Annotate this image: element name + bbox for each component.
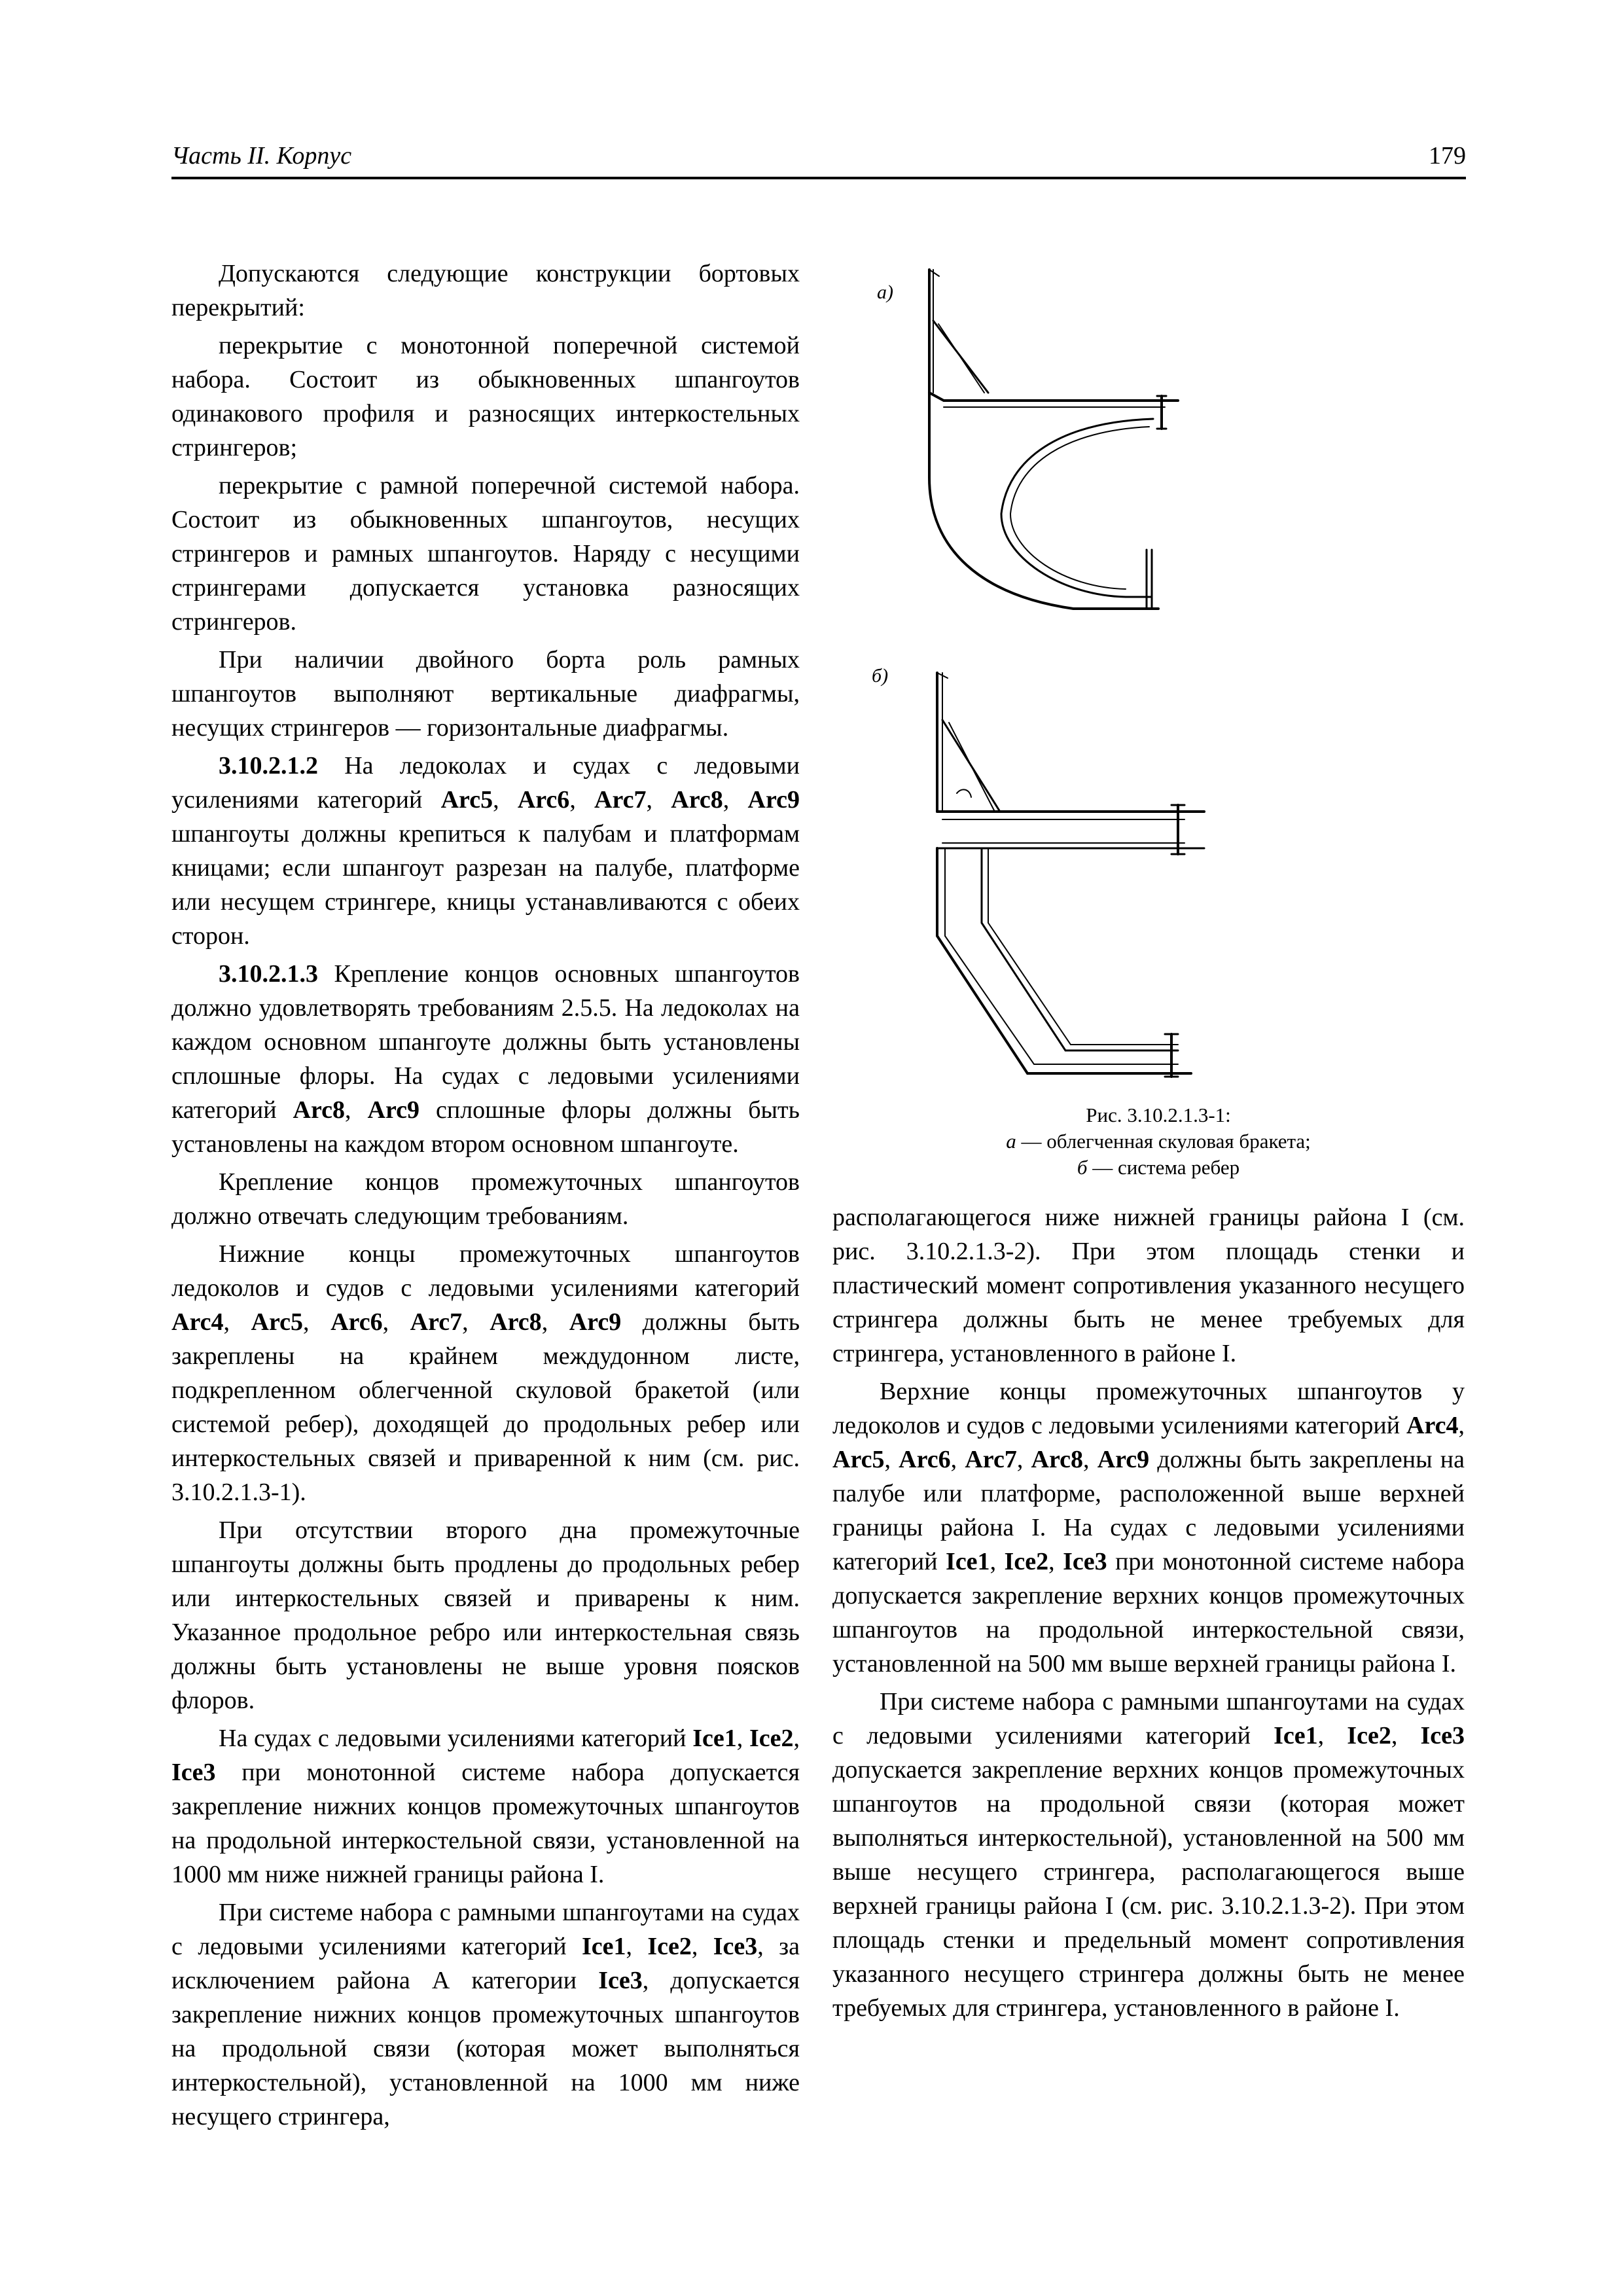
paragraph-3-10-2-1-2: 3.10.2.1.2 На ледоколах и судах с ледовыми усилениями категорий Arc5, Arc6, Arc7, Arc8, Arc9 шпангоуты должны крепиться к палубам и платформам кницами; если шпангоут разрезан на палубе, платформе или несущем стрингере, кницы устанавливаются с обеих сторон. [171, 752, 800, 950]
figure-label-b: б) [872, 665, 889, 687]
caption-item-a: а — облегченная скуловая бракета; [1006, 1130, 1311, 1153]
header-rule [171, 177, 1466, 179]
diagram-a-light-bilge-bracket [929, 270, 1178, 609]
paragraph-3-10-2-1-3: 3.10.2.1.3 Крепление концов основных шпангоутов должно удовлетворять требованиям 2.5.5. На ледоколах на каждом основном шпангоуте должны быть установлены сплошные флоры. На судах с ледовыми усилениями категорий Arc8, Arc9 сплошные флоры должны быть установлены на каждом втором основном шпангоуте. [171, 960, 800, 1158]
paragraph: перекрытие с монотонной поперечной системой набора. Состоит из обыкновенных шпангоутов одинакового профиля и разносящих интеркостельных стрингеров; [171, 332, 800, 461]
paragraph: При наличии двойного борта роль рамных шпангоутов выполняют вертикальные диафрагмы, несущих стрингеров — горизонтальные диафрагмы. [171, 646, 800, 742]
left-column [171, 257, 800, 2138]
section-number: 3.10.2.1.3 [219, 960, 318, 988]
paragraph: При отсутствии второго дна промежуточные шпангоуты должны быть продлены до продольных ребер или интеркостельных связей и приварены к ним. Указанное продольное ребро или интеркостельная связь должны быть установлены не выше уровня поясков флоров. [171, 1516, 800, 1714]
figure-label-a: а) [877, 281, 893, 303]
caption-item-b: б — система ребер [1077, 1156, 1240, 1179]
figure-caption [883, 1102, 1433, 1181]
page-number: 179 [1429, 142, 1466, 170]
paragraph: На судах с ледовыми усилениями категорий Ice1, Ice2, Ice3 при монотонной системе набора допускается закрепление нижних концов промежуточных шпангоутов на продольной интеркостельной связи, установленной на 1000 мм ниже нижней границы района I. [171, 1725, 800, 1888]
figure-bilge-bracket-drawings [903, 262, 1270, 1113]
running-header-title: Часть II. Корпус [171, 142, 352, 170]
right-column [832, 1200, 1465, 2029]
paragraph: Верхние концы промежуточных шпангоутов у ледоколов и судов с ледовыми усилениями категорий Arc4, Arc5, Arc6, Arc7, Arc8, Arc9 должны быть закреплены на палубе или платформе, расположенной выше верхней границы района I. На судах с ледовыми усилениями категорий Ice1, Ice2, Ice3 при монотонной системе набора допускается закрепление верхних концов промежуточных шпангоутов на продольной интеркостельной связи, установленной на 500 мм выше верхней границы района I. [832, 1378, 1465, 1677]
paragraph: Допускаются следующие конструкции бортовых перекрытий: [171, 260, 800, 321]
paragraph: Крепление концов промежуточных шпангоутов должно отвечать следующим требованиям. [171, 1168, 800, 1230]
section-number: 3.10.2.1.2 [219, 752, 318, 780]
paragraph: При системе набора с рамными шпангоутами на судах с ледовыми усилениями категорий Ice1, Ice2, Ice3, за исключением района А категории Ice3, допускается закрепление нижних концов промежуточных шпангоутов на продольной связи (которая может выполняться интеркостельной), установленной на 1000 мм ниже несущего стрингера, [171, 1899, 800, 2130]
diagram-b-rib-system [937, 673, 1204, 1077]
paragraph: располагающегося ниже нижней границы района I (см. рис. 3.10.2.1.3-2). При этом площадь стенки и пластический момент сопротивления указанного несущего стрингера должны быть не менее требуемых для стрингера, установленного в районе I. [832, 1204, 1465, 1367]
paragraph: При системе набора с рамными шпангоутами на судах с ледовыми усилениями категорий Ice1, Ice2, Ice3 допускается закрепление верхних концов промежуточных шпангоутов на продольной связи (которая может выполняться интеркостельной), установленной на 500 мм выше несущего стрингера, располагающегося выше верхней границы района I (см. рис. 3.10.2.1.3-2). При этом площадь стенки и предельный момент сопротивления указанного несущего стрингера должны быть не менее требуемых для стрингера, установленного в районе I. [832, 1688, 1465, 2022]
paragraph: перекрытие с рамной поперечной системой набора. Состоит из обыкновенных шпангоутов, несущих стрингеров и рамных шпангоутов. Наряду с несущими стрингерами допускается установка разносящих стрингеров. [171, 472, 800, 636]
paragraph: Нижние концы промежуточных шпангоутов ледоколов и судов с ледовыми усилениями категорий Arc4, Arc5, Arc6, Arc7, Arc8, Arc9 должны быть закреплены на крайнем междудонном листе, подкрепленном облегченной скуловой бракетой (или системой ребер), доходящей до продольных ребер или интеркостельных связей и приваренной к ним (см. рис. 3.10.2.1.3-1). [171, 1240, 800, 1506]
caption-title: Рис. 3.10.2.1.3-1: [1086, 1103, 1231, 1126]
